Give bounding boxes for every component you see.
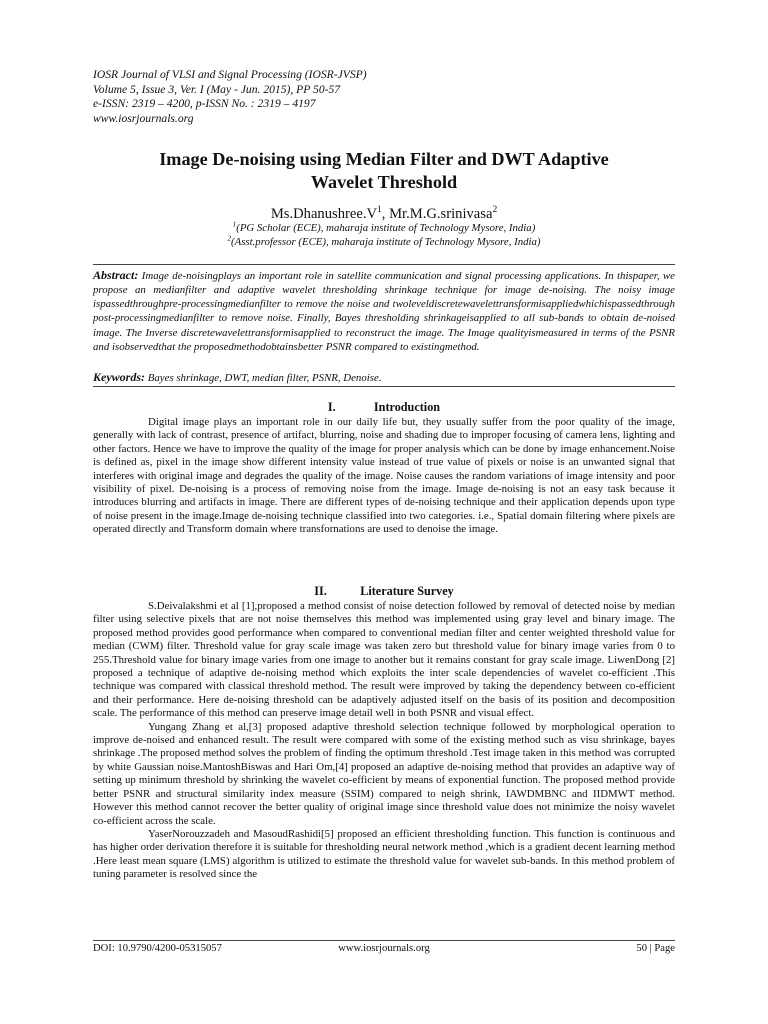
paragraph: Digital image plays an important role in our daily life but, they usually suffer from the poor quality of the image, generally with lack of contrast, presence of artifact, blurring, noise and shading due to improper focusing of camera lens, lighting and other factors. Hence we have to improve the quality of the image for proper analysis which can be done by image enhancement.Noise is defined as, pixel in the image show different intensity value instead of true value of pixels or noise is an unwanted signal that interferes with original image and degrades the quality of the image. Noise causes the random variations of image intensity and poor visibility of pixel. De-noising is a process of removing noise from the image. Image de-noising is not an easy task because it introduces blurring and artifacts in image. There are different types of de-noising technique and their application depends upon type of noise present in the image.Image de-noising technique classified into two categories. i.e., Spatial domain filtering where pixels are operated directly and Transform domain where transfornations are used to denoise the image. [93,416,675,536]
journal-name: IOSR Journal of VLSI and Signal Processing (IOSR-JVSP) [93,68,367,81]
author-1-sup: 1 [377,205,382,216]
abstract-bottom-rule [93,386,675,387]
footer-rule [93,940,675,941]
literature-survey-body [93,600,675,882]
journal-issn: e-ISSN: 2319 – 4200, p-ISSN No. : 2319 – 4197 [93,97,316,111]
author-2-sup: 2 [492,205,498,216]
section-heading-introduction [93,400,675,415]
keywords [93,370,675,385]
section-number: II. [314,584,327,598]
journal-website[interactable]: www.iosrjournals.org [93,111,194,125]
abstract-label: Abstract: [93,268,139,282]
footer-doi: DOI: 10.9790/4200-05315057 [93,943,222,954]
author-separator: , [381,206,390,222]
introduction-body [93,416,675,537]
footer-website[interactable]: www.iosrjournals.org [338,943,430,954]
author-list [93,205,675,223]
abstract-top-rule [93,264,675,265]
paragraph: YaserNorouzzadeh and MasoudRashidi[5] proposed an efficient thresholding function. This function is continuous and has higher order derivation therefore it is suitable for thresholding neural network method ,which is a gradient decent learning method .Here least mean square (LMS) algorithm is utilized to estimate the threshold value for wavelet sub-bands. In this method problem of tuning parameter is resolved since the [93,827,675,881]
affiliation-2: $^2$(Asst.professor (ECE), maharaja institute of Technology Mysore, India) [227,234,541,248]
abstract [93,268,675,354]
paragraph: Yungang Zhang et al,[3] proposed adaptive threshold selection technique followed by morphological operation to improve de-noised and enhanced result. The result were compared with some of the existing method such as visu shrinkage, bayes shrinkage .The proposed method solves the problem of finding the optimum threshold .Test image taken in this method was corrupted by white Gaussian noise.MantoshBiswas and Hari Om,[4] proposed an adaptive de-noising method that provides an adaptive way of setting up minimum threshold by shrinking the wavelet co-efficient by means of exponential function. The proposed method provide better PSNR and structural similarity index measure (SSIM) compared to neigh shrink, IAWDMBNC and IIDMWT method. However this method cannot recover the better quality of original image since threshold value does not minimize the noisy wavelet co-efficient across the scale. [93,720,675,827]
journal-header [93,68,593,126]
affiliation-1: $^1$(PG Scholar (ECE), maharaja institute of Technology Mysore, India) [232,220,536,234]
affiliations [93,222,675,249]
title-line-1: Image De-noising using Median Filter and DWT Adaptive [159,149,609,169]
footer-page-number: 50 | Page [636,943,675,954]
author-2: Mr.M.G.srinivasa [389,206,493,222]
section-heading-literature-survey [93,584,675,599]
journal-volume: Volume 5, Issue 3, Ver. I (May - Jun. 2015), PP 50-57 [93,82,341,96]
keywords-label: Keywords: [93,370,145,384]
keywords-text: Bayes shrinkage, DWT, median filter, PSNR, Denoise. [147,372,382,384]
section-number: I. [327,400,336,414]
author-1: Ms.Dhanushree.V [270,206,378,222]
section-title: Literature Survey [360,584,454,598]
abstract-text: Image de-noisingplays an important role in satellite communication and signal processing applications. In thispaper, we propose an medianfilter and adaptive wavelet thresholding shrinkage technique for image de-noising. The noisy image ispassedthroughpre-processingmedianfilter to remove the noise and twoleveldiscretewavelettransformisappliedwhichispassedthrough post-processingmedianfilter to remove noise. Finally, Bayes thresholding shrinkageisapplied to all sub-bands to obtain de-noised image. The Inverse discretewavelettransformisapplied to reconstruct the image. The Image qualityismeasured in terms of the PSNR and isobservedthat the proposedmethodobtainsbetter PSNR compared to existingmethod. [93,270,675,353]
section-title: Introduction [373,400,441,414]
paragraph: S.Deivalakshmi et al [1],proposed a method consist of noise detection followed by removal of detected noise by median filter using selective pixels that are not noise themselves this method was implemented using gray level and binary image. The proposed method provides good performance when compared to conventional median filter and center weighted threshold value for median (CWM) filter. Threshold value for gray scale image was taken zero but threshold value for binary image varies from 0 to 255.Threshold value for binary image varies from one image to another but it remains constant for gray scale image. LiwenDong [2] proposed a technique of adaptive de-noising method which exploits the inter scale dependencies of wavelet co-efficient .This technique was compared with classical threshold method. The result were improved by taking the dependency between co-efficient and their performance. Here de-noising threshold can be adaptively adjusted itself on the basis of its position and decomposition scale. The performance of this method can preserve image detail well in both PSNR and visual effect. [93,600,675,720]
paper-title [93,148,675,193]
title-line-2: Wavelet Threshold [310,171,458,192]
